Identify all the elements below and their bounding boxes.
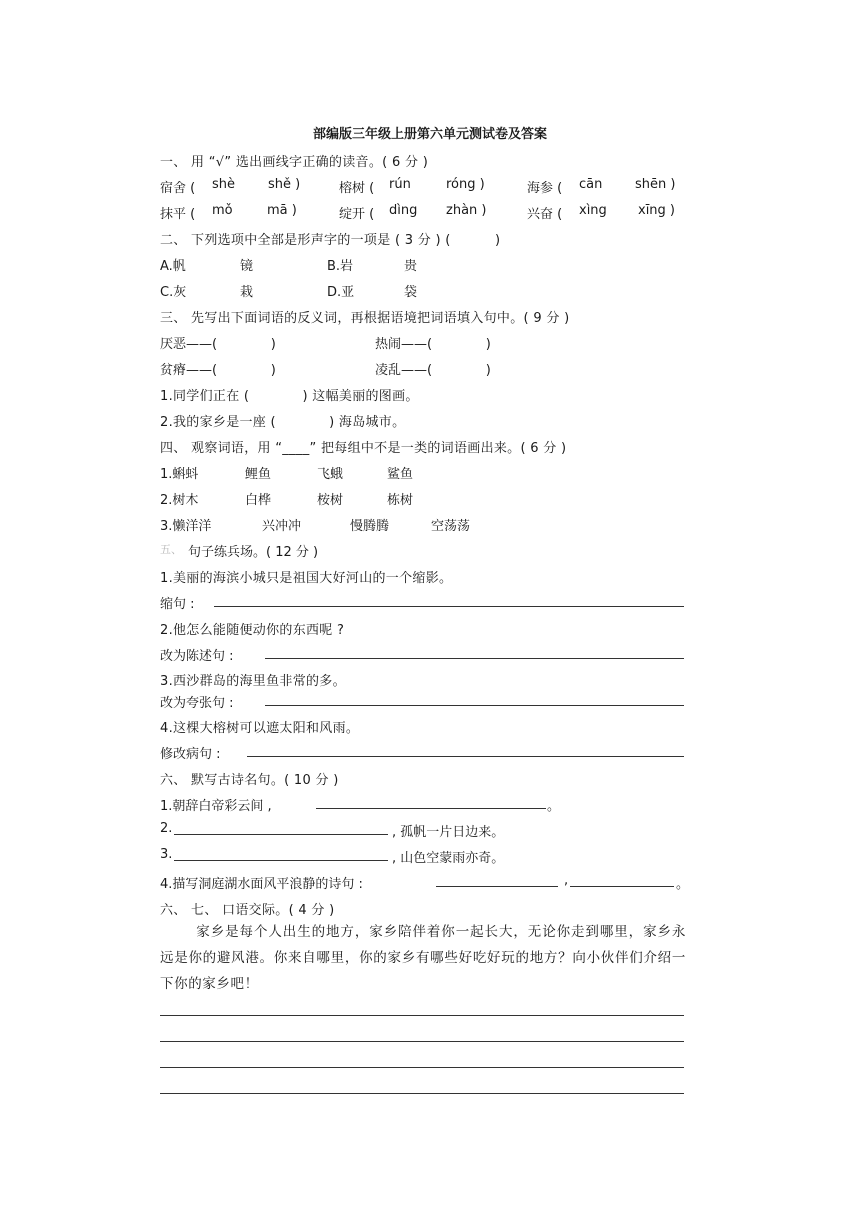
antonym-blank[interactable]: 凌乱——( ) [375,363,491,378]
answer-line[interactable] [247,756,684,757]
q2-option: C.灰 [160,285,187,300]
q4-heading: 四、 观察词语，用 “____” 把每组中不是一类的词语画出来。( 6 分 ) [160,441,567,456]
antonym-blank[interactable]: 厌恶——( ) [160,337,276,352]
q5-sentence: 2.他怎么能随便动你的东西呢 ? [160,623,345,638]
poem-line-2-num: 2. [160,821,173,836]
q4-word[interactable]: 飞蛾 [317,467,344,482]
q1-option-b: xīng ) [638,203,676,218]
q4-word[interactable]: 1.蝌蚪 [160,467,199,482]
q4-word[interactable]: 栋树 [387,493,414,508]
poem-blank[interactable] [570,886,674,887]
answer-line[interactable] [265,705,684,706]
q1-word: 榕树 ( [339,181,375,196]
q1-word: 宿舍 ( [160,181,196,196]
poem-line-4-mid: , [564,873,569,888]
q5-answer-label: 改为陈述句 : [160,649,234,664]
antonym-blank[interactable]: 贫瘠——( ) [160,363,276,378]
q6-heading: 六、 默写古诗名句。( 10 分 ) [160,773,339,788]
q1-option-a: cān [579,177,603,192]
q7-heading: 六、 七、 口语交际。( 4 分 ) [160,903,335,918]
poem-line-3-num: 3. [160,847,173,862]
q1-option-b: shě ) [268,177,301,192]
q5-answer-label: 修改病句 : [160,747,221,762]
poem-line-2-end: , 孤帆一片日边来。 [392,825,505,840]
q1-word: 抹平 ( [160,207,196,222]
q4-word[interactable]: 白桦 [245,493,272,508]
writing-line[interactable] [160,1067,684,1068]
q2-option: 镜 [240,259,254,274]
q1-option-a: dìng [389,203,418,218]
q1-heading: 一、 用 “√” 选出画线字正确的读音。( 6 分 ) [160,155,429,170]
poem-blank[interactable] [174,834,388,835]
q1-option-b: zhàn ) [446,203,487,218]
q5-number: 五、 [160,543,182,556]
poem-line-3-end: , 山色空蒙雨亦奇。 [392,851,505,866]
q7-paragraph-text: 家乡是每个人出生的地方，家乡陪伴着你一起长大，无论你走到哪里，家乡永远是你的避风港。你来自哪里，你的家乡有哪些好吃好玩的地方？向小伙伴们介绍一下你的家乡吧！ [160,924,686,992]
q4-word[interactable]: 桉树 [317,493,344,508]
q2-heading: 二、 下列选项中全部是形声字的一项是 ( 3 分 ) ( ) [160,233,501,248]
poem-blank[interactable] [436,886,558,887]
q1-option-b: shēn ) [635,177,676,192]
q5-sentence: 1.美丽的海滨小城只是祖国大好河山的一个缩影。 [160,571,453,586]
q4-word[interactable]: 鲨鱼 [387,467,414,482]
q7-paragraph [160,919,686,997]
answer-line[interactable] [265,658,684,659]
q5-sentence: 3.西沙群岛的海里鱼非常的多。 [160,674,346,689]
q3-sentence-2[interactable]: 2.我的家乡是一座 ( ) 海岛城市。 [160,415,406,430]
page-title: 部编版三年级上册第六单元测试卷及答案 [312,127,547,142]
q1-option-a: shè [212,177,236,192]
q5-heading: 句子练兵场。( 12 分 ) [188,545,319,560]
q2-option: 栽 [240,285,254,300]
q3-heading: 三、 先写出下面词语的反义词，再根据语境把词语填入句中。( 9 分 ) [160,311,570,326]
q5-answer-label: 改为夸张句 : [160,696,234,711]
writing-line[interactable] [160,1015,684,1016]
q1-option-a: xìng [579,203,607,218]
poem-line-4-text: 4.描写洞庭湖水面风平浪静的诗句 : [160,877,363,892]
q2-option: 贵 [404,259,418,274]
writing-line[interactable] [160,1093,684,1094]
q4-word[interactable]: 空荡荡 [431,519,471,534]
q1-word: 海参 ( [527,181,563,196]
q2-option: A.帆 [160,259,186,274]
q1-option-b: róng ) [446,177,485,192]
q4-word[interactable]: 鲤鱼 [245,467,272,482]
poem-blank[interactable] [174,860,388,861]
writing-line[interactable] [160,1041,684,1042]
poem-blank[interactable] [316,808,546,809]
q1-option-b: mā ) [267,203,297,218]
q4-word[interactable]: 2.树木 [160,493,199,508]
q5-answer-label: 缩句 : [160,597,195,612]
poem-line-1-end: 。 [547,799,561,814]
q1-option-a: mǒ [212,203,233,218]
q5-sentence: 4.这棵大榕树可以遮太阳和风雨。 [160,721,360,736]
q1-word: 兴奋 ( [527,207,563,222]
q2-option: B.岩 [327,259,354,274]
q3-sentence-1[interactable]: 1.同学们正在 ( ) 这幅美丽的图画。 [160,389,419,404]
q4-word[interactable]: 慢腾腾 [350,519,390,534]
q2-option: 袋 [404,285,418,300]
q1-word: 绽开 ( [339,207,375,222]
q4-word[interactable]: 3.懒洋洋 [160,519,212,534]
answer-line[interactable] [214,606,684,607]
q2-option: D.亚 [327,285,355,300]
q4-word[interactable]: 兴冲冲 [262,519,302,534]
poem-line-1-text: 1.朝辞白帝彩云间 , [160,799,272,814]
poem-line-4-end: 。 [676,877,690,892]
antonym-blank[interactable]: 热闹——( ) [375,337,491,352]
q1-option-a: rún [389,177,411,192]
